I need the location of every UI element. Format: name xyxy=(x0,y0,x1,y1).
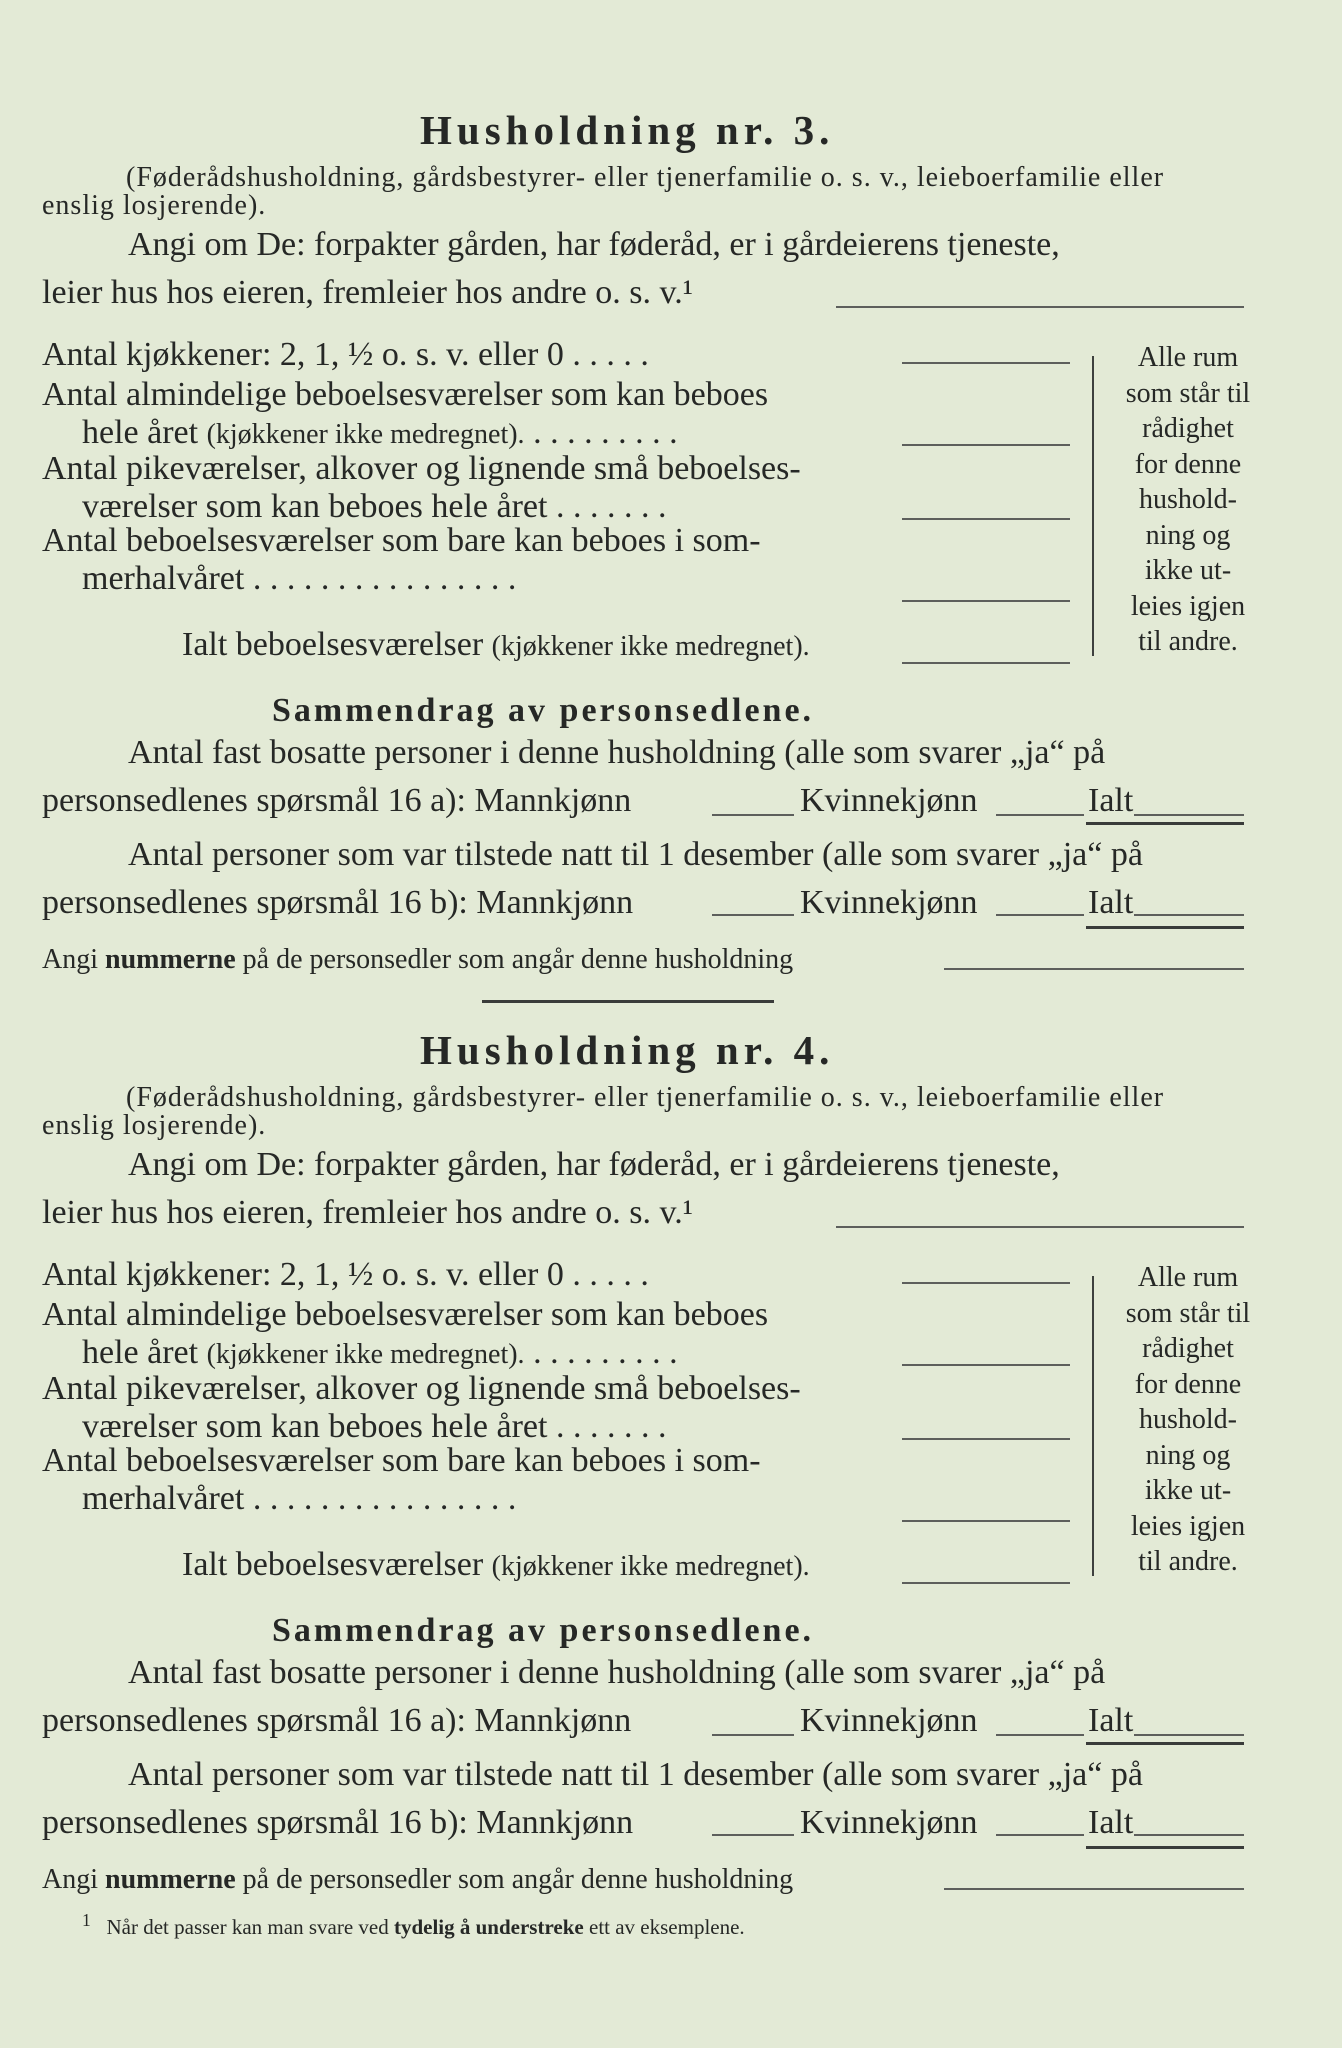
total-rooms-answer-field[interactable] xyxy=(902,662,1070,664)
maid-rooms-label: Antal pikeværelser, alkover og lignende små beboelses- xyxy=(42,1370,801,1407)
side-note-line: som står til xyxy=(1125,377,1251,409)
side-note-line: ikke ut- xyxy=(1144,555,1232,586)
present-total-field[interactable] xyxy=(1134,914,1244,916)
side-note-line: Alle rum xyxy=(1137,342,1239,373)
person-numbers-prefix: Angi xyxy=(42,944,98,975)
ordinary-rooms-dots: . . . . . . . . . xyxy=(533,414,678,451)
present-persons-label: Antal personer som var tilstede natt til 1 desember (alle som svarer „ja“ på xyxy=(128,1756,1143,1793)
summer-rooms-answer-field[interactable] xyxy=(902,1520,1070,1522)
resident-female-label: Kvinnekjønn xyxy=(800,782,978,819)
household-type-note: (Føderådshusholdning, gårdsbestyrer- eller tjenerfamilie o. s. v., leieboerfamilie eller xyxy=(126,1082,1165,1113)
side-note-line: for denne xyxy=(1134,448,1242,480)
side-note-line: hushold- xyxy=(1139,484,1237,515)
household-title: Husholdning nr. 3. xyxy=(420,107,835,153)
tenure-question: Angi om De: forpakter gården, har føderåd, er i gårdeierens tjeneste, xyxy=(128,226,1060,263)
side-note-line: ikke ut- xyxy=(1144,1475,1232,1506)
maid-rooms-label-cont: værelser som kan beboes hele året . . . . . . . xyxy=(82,1408,667,1445)
person-numbers-field[interactable] xyxy=(944,1888,1244,1890)
side-note-line: ning og xyxy=(1145,1439,1231,1471)
resident-total-field[interactable] xyxy=(1134,814,1244,816)
side-note-line: for denne xyxy=(1134,1368,1242,1400)
kitchens-label: Antal kjøkkener: 2, 1, ½ o. s. v. eller 0 . . . . . xyxy=(42,1256,649,1293)
present-female-label: Kvinnekjønn xyxy=(800,884,978,921)
ordinary-rooms-dots: . . . . . . . . . xyxy=(533,1334,678,1371)
person-numbers-prefix: Angi xyxy=(42,1864,98,1895)
footnote-marker: 1 xyxy=(82,1910,91,1930)
total-rooms-note: (kjøkkener ikke medregnet). xyxy=(491,1551,810,1582)
rooms-side-note xyxy=(1108,340,1268,660)
resident-total-field[interactable] xyxy=(1134,1734,1244,1736)
resident-persons-row xyxy=(42,1702,631,1740)
tenure-answer-field[interactable] xyxy=(836,1226,1244,1228)
present-total-label: Ialt xyxy=(1088,1804,1134,1841)
resident-total-label: Ialt xyxy=(1088,1702,1134,1739)
tenure-answer-field[interactable] xyxy=(836,306,1244,308)
ordinary-rooms-note: (kjøkkener ikke medregnet). xyxy=(206,1339,525,1370)
summer-rooms-label-cont: merhalvåret . . . . . . . . . . . . . . . . xyxy=(82,1480,517,1517)
present-female-label: Kvinnekjønn xyxy=(800,1804,978,1841)
total-rooms-text: Ialt beboelsesværelser xyxy=(182,1546,484,1583)
total-rooms-answer-field[interactable] xyxy=(902,1582,1070,1584)
ordinary-rooms-text: hele året xyxy=(82,1334,199,1371)
footnote xyxy=(82,1910,745,1940)
ordinary-rooms-label: Antal almindelige beboelsesværelser som kan beboes xyxy=(42,1296,769,1333)
side-note-line: som står til xyxy=(1125,1297,1251,1329)
ordinary-rooms-answer-field[interactable] xyxy=(902,444,1070,446)
total-rooms-label xyxy=(182,1546,810,1584)
person-numbers-bold: nummerne xyxy=(105,944,236,975)
side-note-line: til andre. xyxy=(1138,626,1238,657)
person-numbers-label xyxy=(42,1864,793,1896)
ordinary-rooms-text: hele året xyxy=(82,414,199,451)
present-total-underline xyxy=(1086,926,1244,929)
person-numbers-field[interactable] xyxy=(944,968,1244,970)
side-note-line: rådighet xyxy=(1142,413,1234,444)
maid-rooms-answer-field[interactable] xyxy=(902,518,1070,520)
present-persons-label: Antal personer som var tilstede natt til 1 desember (alle som svarer „ja“ på xyxy=(128,836,1143,873)
rooms-brace xyxy=(1092,1276,1094,1576)
present-total-underline xyxy=(1086,1846,1244,1849)
resident-male-label: personsedlenes spørsmål 16 a): Mannkjønn xyxy=(42,1702,632,1739)
side-note-line: Alle rum xyxy=(1137,1262,1239,1293)
side-note-line: hushold- xyxy=(1139,1404,1237,1435)
present-female-field[interactable] xyxy=(996,1834,1084,1836)
ordinary-rooms-label-cont xyxy=(82,414,678,452)
tenure-question-cont: leier hus hos eieren, fremleier hos andre o. s. v.¹ xyxy=(42,274,693,311)
person-numbers-label xyxy=(42,944,793,976)
summary-title: Sammendrag av personsedlene. xyxy=(272,1612,815,1649)
present-male-field[interactable] xyxy=(712,1834,794,1836)
present-female-field[interactable] xyxy=(996,914,1084,916)
footnote-text-before: Når det passer kan man svare ved xyxy=(106,1915,389,1939)
summer-rooms-label-cont: merhalvåret . . . . . . . . . . . . . . . . xyxy=(82,560,517,597)
ordinary-rooms-note: (kjøkkener ikke medregnet). xyxy=(206,419,525,450)
maid-rooms-label-cont: værelser som kan beboes hele året . . . . . . . xyxy=(82,488,667,525)
resident-total-underline xyxy=(1086,1742,1244,1745)
present-persons-row xyxy=(42,884,633,922)
side-note-line: leies igjen xyxy=(1130,590,1246,622)
resident-female-field[interactable] xyxy=(996,1734,1084,1736)
kitchens-answer-field[interactable] xyxy=(902,1282,1070,1284)
person-numbers-bold: nummerne xyxy=(105,1864,236,1895)
maid-rooms-label: Antal pikeværelser, alkover og lignende små beboelses- xyxy=(42,450,801,487)
person-numbers-suffix: på de personsedler som angår denne husholdning xyxy=(242,1864,794,1895)
side-note-line: leies igjen xyxy=(1130,1510,1246,1542)
present-persons-row xyxy=(42,1804,633,1842)
resident-persons-label: Antal fast bosatte personer i denne husholdning (alle som svarer „ja“ på xyxy=(128,734,1106,771)
rooms-side-note xyxy=(1108,1260,1268,1580)
ordinary-rooms-label-cont xyxy=(82,1334,678,1372)
resident-persons-row xyxy=(42,782,631,820)
resident-male-field[interactable] xyxy=(712,814,794,816)
household-type-note-cont: enslig losjerende). xyxy=(42,1110,267,1141)
resident-male-label: personsedlenes spørsmål 16 a): Mannkjønn xyxy=(42,782,632,819)
kitchens-answer-field[interactable] xyxy=(902,362,1070,364)
side-note-line: rådighet xyxy=(1142,1333,1234,1364)
total-rooms-label xyxy=(182,626,810,664)
present-total-label: Ialt xyxy=(1088,884,1134,921)
side-note-line: ning og xyxy=(1145,519,1231,551)
ordinary-rooms-label: Antal almindelige beboelsesværelser som kan beboes xyxy=(42,376,769,413)
section-divider xyxy=(482,1000,774,1003)
rooms-brace xyxy=(1092,356,1094,656)
present-total-field[interactable] xyxy=(1134,1834,1244,1836)
summary-title: Sammendrag av personsedlene. xyxy=(272,692,815,729)
resident-persons-label: Antal fast bosatte personer i denne husholdning (alle som svarer „ja“ på xyxy=(128,1654,1106,1691)
footnote-text-bold: tydelig å understreke xyxy=(393,1915,584,1939)
resident-female-label: Kvinnekjønn xyxy=(800,1702,978,1739)
maid-rooms-answer-field[interactable] xyxy=(902,1438,1070,1440)
resident-total-underline xyxy=(1086,822,1244,825)
resident-male-field[interactable] xyxy=(712,1734,794,1736)
household-type-note: (Føderådshusholdning, gårdsbestyrer- eller tjenerfamilie o. s. v., leieboerfamilie eller xyxy=(126,162,1165,193)
household-type-note-cont: enslig losjerende). xyxy=(42,190,267,221)
summer-rooms-answer-field[interactable] xyxy=(902,600,1070,602)
footnote-text-after: ett av eksemplene. xyxy=(589,1915,745,1939)
summer-rooms-label: Antal beboelsesværelser som bare kan beboes i som- xyxy=(42,522,761,559)
total-rooms-note: (kjøkkener ikke medregnet). xyxy=(491,631,810,662)
resident-female-field[interactable] xyxy=(996,814,1084,816)
present-male-label: personsedlenes spørsmål 16 b): Mannkjønn xyxy=(42,884,634,921)
present-male-field[interactable] xyxy=(712,914,794,916)
kitchens-label: Antal kjøkkener: 2, 1, ½ o. s. v. eller 0 . . . . . xyxy=(42,336,649,373)
household-title: Husholdning nr. 4. xyxy=(420,1027,835,1073)
tenure-question: Angi om De: forpakter gården, har føderåd, er i gårdeierens tjeneste, xyxy=(128,1146,1060,1183)
tenure-question-cont: leier hus hos eieren, fremleier hos andre o. s. v.¹ xyxy=(42,1194,693,1231)
summer-rooms-label: Antal beboelsesværelser som bare kan beboes i som- xyxy=(42,1442,761,1479)
resident-total-label: Ialt xyxy=(1088,782,1134,819)
total-rooms-text: Ialt beboelsesværelser xyxy=(182,626,484,663)
present-male-label: personsedlenes spørsmål 16 b): Mannkjønn xyxy=(42,1804,634,1841)
person-numbers-suffix: på de personsedler som angår denne husholdning xyxy=(242,944,794,975)
side-note-line: til andre. xyxy=(1138,1546,1238,1577)
ordinary-rooms-answer-field[interactable] xyxy=(902,1364,1070,1366)
